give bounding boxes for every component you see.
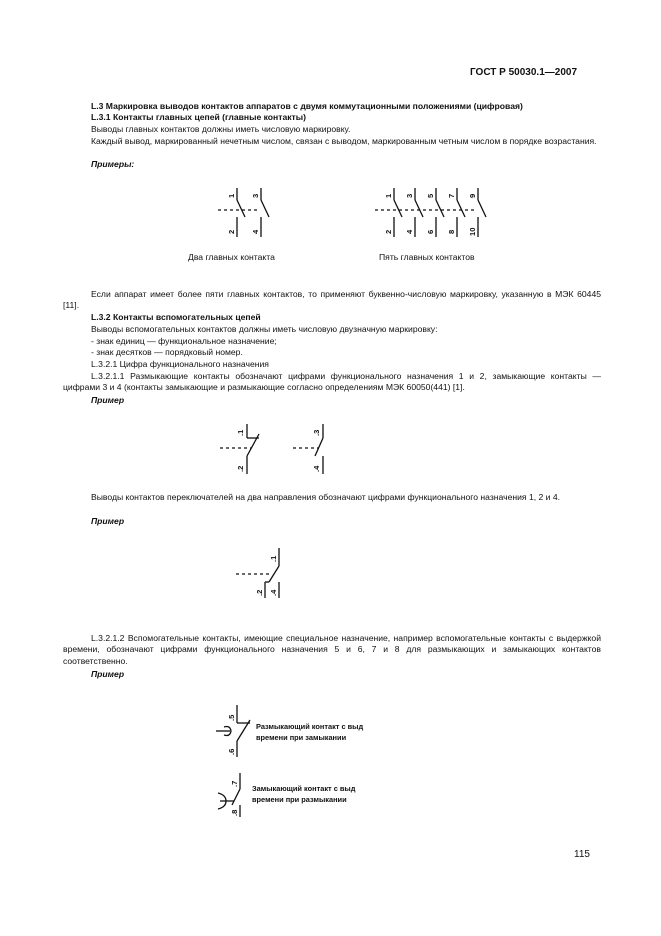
caption-two-contacts: Два главных контакта — [188, 252, 275, 262]
paragraph: L.3.2.1.1 Размыкающие контакты обозначают цифрами функционального назначения 1 и 2, замыкающие контакты — цифрами 3 и 4 (контакты замыкающие и размыкающие согласно определениям МЭК 60050(441) [1]. — [63, 371, 601, 393]
paragraph: Выводы вспомогательных контактов должны иметь числовую двузначную маркировку: — [91, 324, 438, 334]
section-title-l31: L.3.1 Контакты главных цепей (главные контакты) — [91, 112, 306, 122]
terminal-label: 3 — [405, 193, 414, 198]
timer-contact-label — [256, 721, 363, 743]
terminal-label: 8 — [447, 229, 456, 234]
changeover-switch-diagram — [232, 546, 292, 602]
example-label: Пример — [91, 395, 125, 405]
paragraph: Каждый вывод, маркированный нечетным числом, связан с выводом, маркированным четным числом в порядке возрастания. — [91, 136, 597, 146]
examples-label: Примеры: — [91, 159, 135, 169]
two-main-contacts-diagram — [215, 186, 275, 244]
page-number: 115 — [574, 849, 590, 860]
terminal-label: .7 — [230, 780, 239, 787]
paragraph: L.3.2.1.2 Вспомогательные контакты, имеющие специальное назначение, например вспомогательные контакты с выдержкой времени, обозначают цифрами функционального назначения 5 и 6, 7 и 8 для размыкающих и замыкающих контактов соответственно. — [63, 633, 601, 666]
terminal-label: 1 — [384, 193, 393, 198]
terminal-label: 2 — [384, 229, 393, 234]
section-title-l3: L.3 Маркировка выводов контактов аппаратов с двумя коммутационными положениями (цифровая) — [91, 101, 523, 111]
five-main-contacts-diagram — [372, 186, 492, 244]
terminal-label: .4 — [312, 465, 321, 472]
terminal-label: 7 — [447, 193, 456, 198]
timer-label-line: Размыкающий контакт с выд — [256, 722, 364, 731]
timer-label-line: Замыкающий контакт с выд — [252, 784, 356, 793]
list-item: - знак десятков — порядковый номер. — [91, 347, 243, 357]
paragraph: Выводы контактов переключателей на два направления обозначают цифрами функционального назначения 1, 2 и 4. — [91, 492, 561, 502]
paragraph: Если аппарат имеет более пяти главных контактов, то применяют буквенно-числовую маркировку, указанную в МЭК 60445 [11]. — [63, 289, 601, 311]
caption-five-contacts: Пять главных контактов — [379, 252, 475, 262]
terminal-label: 2 — [227, 229, 236, 234]
timer-contact-label — [252, 783, 355, 805]
terminal-label: 6 — [426, 229, 435, 234]
terminal-label: .3 — [312, 429, 321, 436]
terminal-label: .8 — [230, 809, 239, 816]
list-item: - знак единиц — функциональное назначение; — [91, 336, 277, 346]
paragraph: Выводы главных контактов должны иметь числовую маркировку. — [91, 124, 351, 134]
example-label: Пример — [91, 669, 125, 679]
terminal-label: .4 — [269, 589, 278, 596]
terminal-label: 10 — [468, 227, 477, 236]
terminal-label: 1 — [227, 193, 236, 198]
terminal-label: 5 — [426, 193, 435, 198]
terminal-label: 9 — [468, 193, 477, 198]
terminal-label: .1 — [236, 429, 245, 436]
terminal-label: 4 — [405, 229, 414, 234]
terminal-label: .2 — [255, 589, 264, 596]
delayed-nc-contact-diagram — [210, 703, 260, 759]
example-label: Пример — [91, 516, 125, 526]
section-title-l321: L.3.2.1 Цифра функционального назначения — [91, 359, 269, 369]
aux-contacts-diagram — [215, 420, 345, 482]
document-id: ГОСТ Р 50030.1—2007 — [470, 67, 578, 78]
terminal-label: .5 — [227, 714, 236, 721]
timer-label-line: времени при размыкании — [252, 795, 347, 804]
timer-label-line: времени при замыкании — [256, 733, 347, 742]
terminal-label: .6 — [227, 748, 236, 755]
terminal-label: .2 — [236, 465, 245, 472]
terminal-label: 4 — [251, 229, 260, 234]
section-title-l32: L.3.2 Контакты вспомогательных цепей — [91, 312, 261, 322]
terminal-label: .1 — [269, 555, 278, 562]
terminal-label: 3 — [251, 193, 260, 198]
